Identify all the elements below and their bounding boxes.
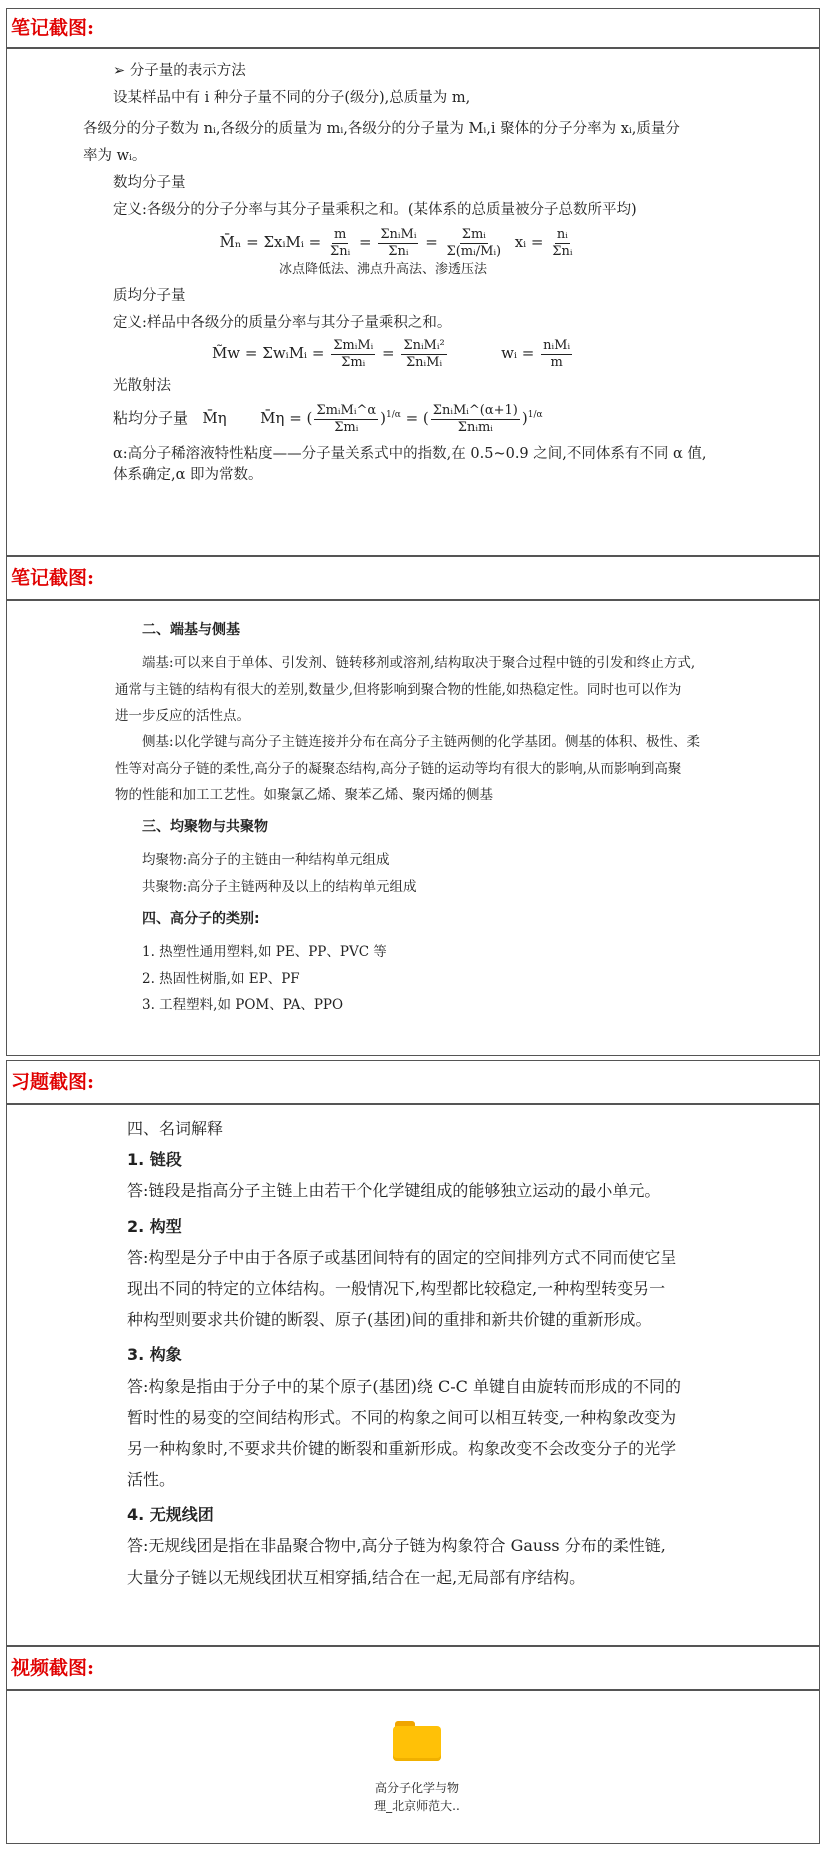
paragraph-line: 进一步反应的活性点。 — [115, 707, 250, 724]
term-heading: 4. 无规线团 — [127, 1505, 214, 1525]
list-item: 3. 工程塑料,如 POM、PA、PPO — [142, 997, 344, 1014]
note1-content — [6, 48, 820, 556]
answer-line: 答:构型是分子中由于各原子或基团间特有的固定的空间排列方式不同而使它呈 — [127, 1247, 677, 1267]
section-header-note2 — [6, 556, 820, 600]
definition-number-average: 定义:各级分的分子分率与其分子量乘积之和。(某体系的总质量被分子总数所平均) — [113, 202, 637, 219]
list-item: 1. 热塑性通用塑料,如 PE、PP、PVC 等 — [142, 944, 387, 961]
list-item: 2. 热固性树脂,如 EP、PF — [142, 970, 300, 987]
light-scattering: 光散射法 — [113, 378, 171, 395]
section-header-exercise — [6, 1060, 820, 1104]
note2-content — [6, 600, 820, 1056]
methods-note: 冰点降低法、沸点升高法、渗透压法 — [278, 262, 487, 278]
answer-line: 另一种构象时,不要求共价键的断裂和重新形成。构象改变不会改变分子的光学 — [127, 1438, 677, 1458]
heading-end-side-group: 二、端基与侧基 — [142, 622, 240, 638]
term-heading: 3. 构象 — [127, 1345, 182, 1365]
heading-homopolymer: 三、均聚物与共聚物 — [142, 819, 268, 836]
section-header-video — [6, 1646, 820, 1690]
section-title: 习题截图: — [11, 1070, 95, 1093]
answer-line: 种构型则要求共价键的断裂、原子(基团)间的重排和新共价键的重新形成。 — [127, 1310, 652, 1330]
answer-line: 答:构象是指由于分子中的某个原子(基团)绕 C-C 单键自由旋转而形成的不同的 — [127, 1376, 681, 1396]
section-title: 笔记截图: — [11, 566, 95, 589]
exercise-content — [6, 1104, 820, 1646]
answer-line: 答:链段是指高分子主链上由若干个化学键组成的能够独立运动的最小单元。 — [127, 1181, 661, 1201]
subheading-number-average: 数均分子量 — [113, 175, 186, 192]
term-heading: 1. 链段 — [127, 1150, 182, 1170]
folder-icon — [393, 1721, 441, 1761]
paragraph-line: 物的性能和加工工艺性。如聚氯乙烯、聚苯乙烯、聚丙烯的侧基 — [115, 786, 493, 803]
subheading-weight-average: 质均分子量 — [113, 288, 186, 305]
definition-weight-average: 定义:样品中各级分的质量分率与其分子量乘积之和。 — [113, 315, 452, 332]
heading-polymer-classes: 四、高分子的类别: — [142, 911, 260, 928]
alpha-note: 体系确定,α 即为常数。 — [113, 466, 263, 483]
paragraph-line: 共聚物:高分子主链两种及以上的结构单元组成 — [142, 878, 417, 895]
paragraph-line: 通常与主链的结构有很大的差别,数量少,但将影响到聚合物的性能,如热稳定性。同时也可以作为 — [115, 681, 682, 698]
answer-line: 现出不同的特定的立体结构。一般情况下,构型都比较稳定,一种构型转变另一 — [127, 1278, 666, 1298]
video-folder-item[interactable] — [357, 1721, 477, 1815]
answer-line: 大量分子链以无规线团状互相穿插,结合在一起,无局部有序结构。 — [127, 1567, 586, 1587]
answer-line: 活性。 — [127, 1470, 176, 1490]
note1-heading: ➢ 分子量的表示方法 — [113, 63, 246, 79]
note1-line: 率为 wᵢ。 — [83, 148, 147, 165]
note1-line: 设某样品中有 i 种分子量不同的分子(级分),总质量为 m, — [113, 90, 471, 107]
answer-line: 答:无规线团是指在非晶聚合物中,高分子链为构象符合 Gauss 分布的柔性链, — [127, 1536, 666, 1556]
formula-mw: M̃w = ΣwᵢMᵢ = $\frac{\text{ΣmᵢMᵢ}}{\text{Σmᵢ}}$ = $\frac{\text{ΣnᵢMᵢ²}}{\text{ΣnᵢMᵢ}}$ wᵢ = $\frac{\text{nᵢMᵢ}}{m}$ — [211, 338, 571, 370]
answer-line: 暂时性的易变的空间结构形式。不同的构象之间可以相互转变,一种构象改变为 — [127, 1407, 677, 1427]
paragraph-line: 侧基:以化学键与高分子主链连接并分布在高分子主链两侧的化学基团。侧基的体积、极性、柔 — [142, 734, 701, 751]
paragraph-line: 性等对高分子链的柔性,高分子的凝聚态结构,高分子链的运动等均有很大的影响,从而影响到高聚 — [115, 760, 682, 777]
formula-eta: 粘均分子量 M̄η M̄η = ( $\frac{\text{ΣmᵢMᵢ\textasciicircum{}α}}{\text{Σmᵢ}}$ )$^{1/\alpha}$ = ( $\frac{\text{ΣnᵢMᵢ\textasciicircum{}(α+1)}}{\text{Σnᵢmᵢ}}$ )$^{1/\alpha}$ — [113, 403, 543, 435]
bullet-icon: ➢ — [113, 63, 126, 79]
paragraph-line: 均聚物:高分子的主链由一种结构单元组成 — [142, 852, 390, 869]
term-heading: 2. 构型 — [127, 1216, 182, 1236]
note1-line: 各级分的分子数为 nᵢ,各级分的质量为 mᵢ,各级分的分子量为 Mᵢ,i 聚体的分子分率为 xᵢ,质量分 — [83, 121, 680, 138]
paragraph-line: 端基:可以来自于单体、引发剂、链转移剂或溶剂,结构取决于聚合过程中链的引发和终止方式, — [142, 655, 696, 672]
exercise-title: 四、名词解释 — [127, 1119, 224, 1138]
section-header-note1 — [6, 8, 820, 48]
folder-name-line1: 高分子化学与物 — [374, 1781, 459, 1795]
folder-name-line2: 理_北京师范大.. — [374, 1799, 460, 1813]
formula-mn: M̄ₙ = ΣxᵢMᵢ = $\frac{m}{\text{Σnᵢ}}$ = $\frac{\text{ΣnᵢMᵢ}}{\text{Σnᵢ}}$ = $\frac{\text{Σmᵢ}}{\text{Σ(mᵢ/Mᵢ)}}$ xᵢ = $\frac{\text{nᵢ}}{\text{Σnᵢ}}$ — [219, 227, 573, 259]
alpha-note: α:高分子稀溶液特性粘度——分子量关系式中的指数,在 0.5~0.9 之间,不同体系有不同 α 值, — [113, 445, 707, 462]
section-title: 视频截图: — [11, 1656, 95, 1679]
section-title: 笔记截图: — [11, 16, 95, 39]
video-content — [6, 1690, 820, 1844]
